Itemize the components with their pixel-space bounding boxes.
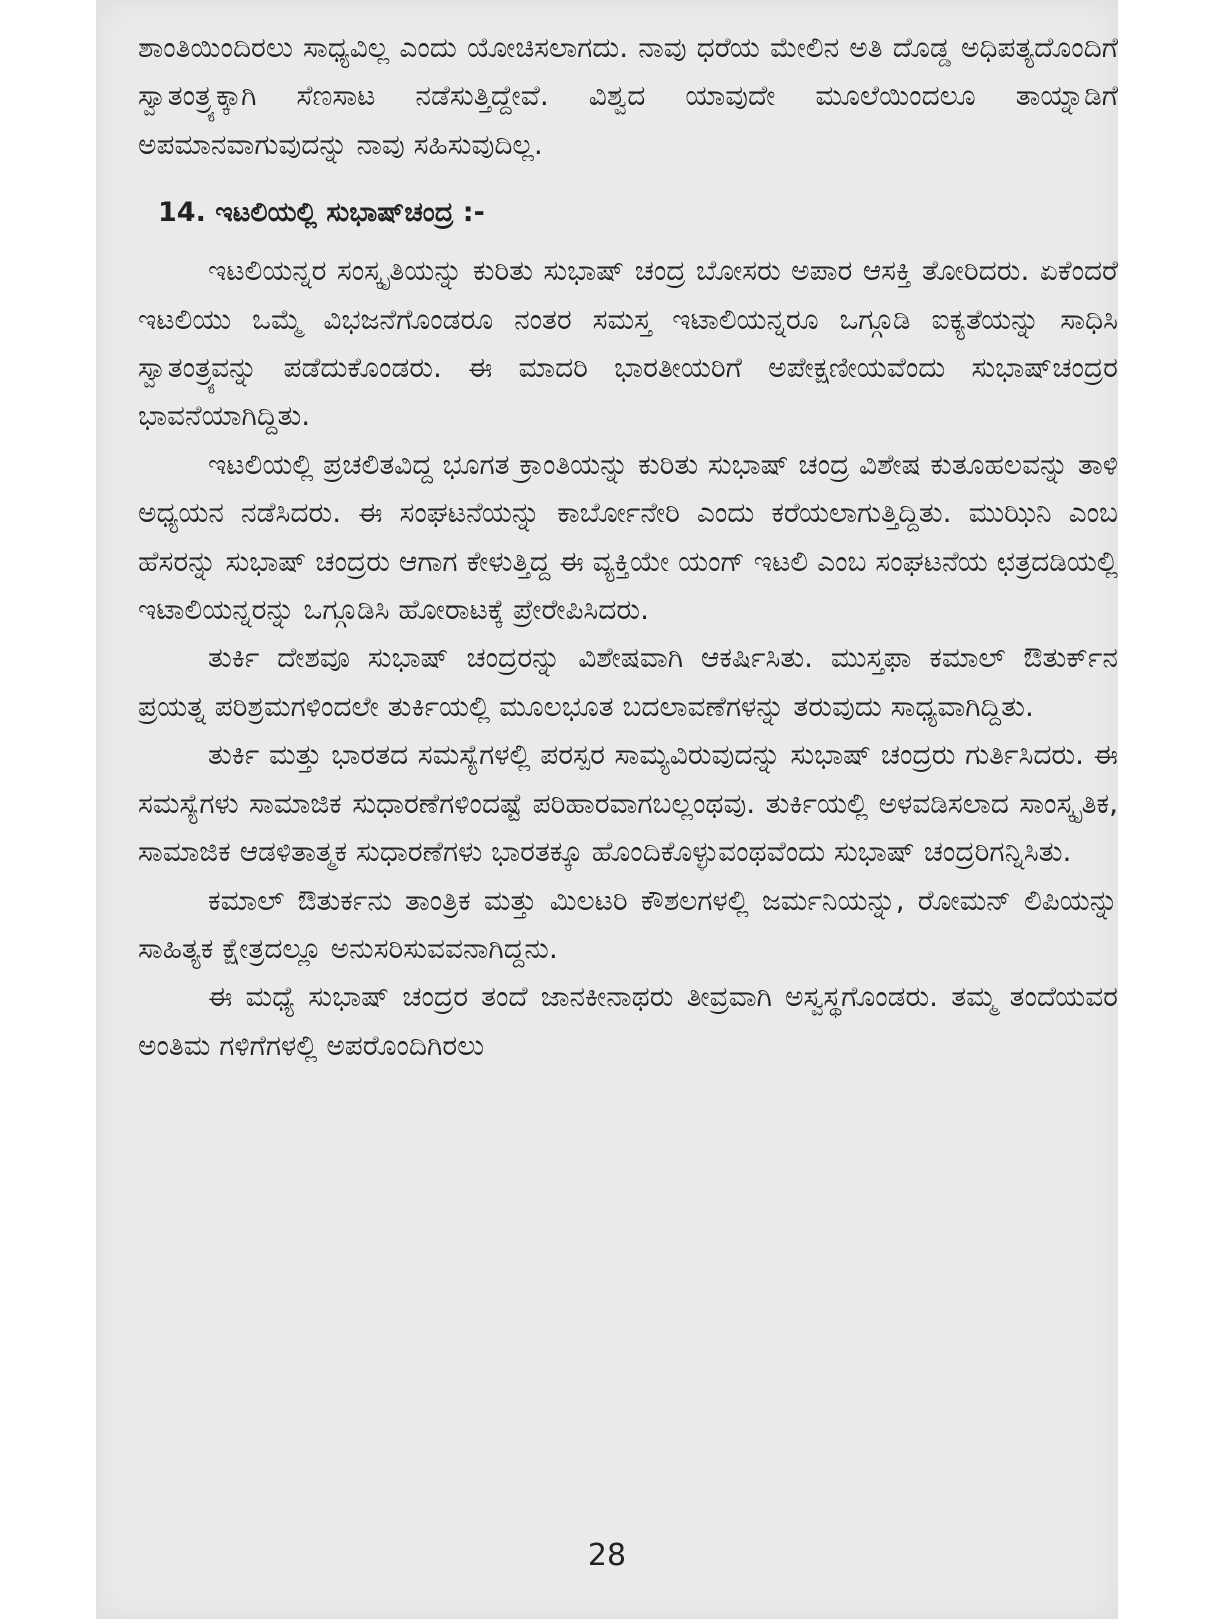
page-body bbox=[138, 24, 1118, 1070]
intro-paragraph: ಶಾಂತಿಯಿಂದಿರಲು ಸಾಧ್ಯವಿಲ್ಲ ಎಂದು ಯೋಚಿಸಲಾಗದು. ನಾವು ಧರೆಯ ಮೇಲಿನ ಅತಿ ದೊಡ್ಡ ಅಧಿಪತ್ಯದೊಂದಿಗೆ ಸ್ವಾತಂತ್ರ್ಯಕ್ಕಾಗಿ ಸೆಣಸಾಟ ನಡೆಸುತ್ತಿದ್ದೇವೆ. ವಿಶ್ವದ ಯಾವುದೇ ಮೂಲೆಯಿಂದಲೂ ತಾಯ್ನಾಡಿಗೆ ಅಪಮಾನವಾಗುವುದನ್ನು ನಾವು ಸಹಿಸುವುದಿಲ್ಲ. bbox=[138, 31, 1118, 161]
paragraph-turkey: ತುರ್ಕಿ ದೇಶವೂ ಸುಭಾಷ್ ಚಂದ್ರರನ್ನು ವಿಶೇಷವಾಗಿ ಆಕರ್ಷಿಸಿತು. ಮುಸ್ತಫಾ ಕಮಾಲ್ ಔತುರ್ಕ್‌ನ ಪ್ರಯತ್ನ ಪರಿಶ್ರಮಗಳಿಂದಲೇ ತುರ್ಕಿಯಲ್ಲಿ ಮೂಲಭೂತ ಬದಲಾವಣೆಗಳನ್ನು ತರುವುದು ಸಾಧ್ಯವಾಗಿದ್ದಿತು. bbox=[138, 641, 1118, 723]
book-page bbox=[96, 0, 1118, 1619]
paragraph-italy-culture: ಇಟಲಿಯನ್ನರ ಸಂಸ್ಕೃತಿಯನ್ನು ಕುರಿತು ಸುಭಾಷ್ ಚಂದ್ರ ಬೋಸರು ಅಪಾರ ಆಸಕ್ತಿ ತೋರಿದರು. ಏಕೆಂದರೆ ಇಟಲಿಯು ಒಮ್ಮೆ ವಿಭಜನೆಗೊಂಡರೂ ನಂತರ ಸಮಸ್ತ ಇಟಾಲಿಯನ್ನರೂ ಒಗ್ಗೂಡಿ ಐಕ್ಯತೆಯನ್ನು ಸಾಧಿಸಿ ಸ್ವಾತಂತ್ರ್ಯವನ್ನು ಪಡೆದುಕೊಂಡರು. ಈ ಮಾದರಿ ಭಾರತೀಯರಿಗೆ ಅಪೇಕ್ಷಣೀಯವೆಂದು ಸುಭಾಷ್‌ಚಂದ್ರರ ಭಾವನೆಯಾಗಿದ್ದಿತು. bbox=[138, 254, 1118, 433]
section-heading: 14. ಇಟಲಿಯಲ್ಲಿ ಸುಭಾಷ್‌ಚಂದ್ರ :- bbox=[158, 197, 485, 229]
paragraph-father: ಈ ಮಧ್ಯೆ ಸುಭಾಷ್ ಚಂದ್ರರ ತಂದೆ ಜಾನಕೀನಾಥರು ತೀವ್ರವಾಗಿ ಅಸ್ವಸ್ಥಗೊಂಡರು. ತಮ್ಮ ತಂದೆಯವರ ಅಂತಿಮ ಗಳಿಗೆಗಳಲ್ಲಿ ಅಪರೊಂದಿಗಿರಲು bbox=[138, 980, 1118, 1062]
paragraph-turkey-india: ತುರ್ಕಿ ಮತ್ತು ಭಾರತದ ಸಮಸ್ಯೆಗಳಲ್ಲಿ ಪರಸ್ಪರ ಸಾಮ್ಯವಿರುವುದನ್ನು ಸುಭಾಷ್ ಚಂದ್ರರು ಗುರ್ತಿಸಿದರು. ಈ ಸಮಸ್ಯೆಗಳು ಸಾಮಾಜಿಕ ಸುಧಾರಣೆಗಳಿಂದಷ್ಟೆ ಪರಿಹಾರವಾಗಬಲ್ಲಂಥವು. ತುರ್ಕಿಯಲ್ಲಿ ಅಳವಡಿಸಲಾದ ಸಾಂಸ್ಕೃತಿಕ, ಸಾಮಾಜಿಕ ಆಡಳಿತಾತ್ಮಕ ಸುಧಾರಣೆಗಳು ಭಾರತಕ್ಕೂ ಹೊಂದಿಕೊಳ್ಳುವಂಥವೆಂದು ಸುಭಾಷ್ ಚಂದ್ರರಿಗನ್ನಿಸಿತು. bbox=[138, 738, 1118, 869]
paragraph-carbonari: ಇಟಲಿಯಲ್ಲಿ ಪ್ರಚಲಿತವಿದ್ದ ಭೂಗತ ಕ್ರಾಂತಿಯನ್ನು ಕುರಿತು ಸುಭಾಷ್ ಚಂದ್ರ ವಿಶೇಷ ಕುತೂಹಲವನ್ನು ತಾಳಿ ಅಧ್ಯಯನ ನಡೆಸಿದರು. ಈ ಸಂಘಟನೆಯನ್ನು ಕಾರ್ಬೋನೇರಿ ಎಂದು ಕರೆಯಲಾಗುತ್ತಿದ್ದಿತು. ಮುಝಿನಿ ಎಂಬ ಹೆಸರನ್ನು ಸುಭಾಷ್ ಚಂದ್ರರು ಆಗಾಗ ಕೇಳುತ್ತಿದ್ದ ಈ ವ್ಯಕ್ತಿಯೇ ಯಂಗ್ ಇಟಲಿ ಎಂಬ ಸಂಘಟನೆಯ ಛತ್ರದಡಿಯಲ್ಲಿ ಇಟಾಲಿಯನ್ನರನ್ನು ಒಗ್ಗೂಡಿಸಿ ಹೋರಾಟಕ್ಕೆ ಪ್ರೇರೇಪಿಸಿದರು. bbox=[138, 447, 1118, 627]
page-number: 28 bbox=[587, 1538, 627, 1573]
paragraph-kemal: ಕಮಾಲ್ ಔತುರ್ಕನು ತಾಂತ್ರಿಕ ಮತ್ತು ಮಿಲಟರಿ ಕೌಶಲಗಳಲ್ಲಿ ಜರ್ಮನಿಯನ್ನು, ರೋಮನ್ ಲಿಪಿಯನ್ನು ಸಾಹಿತ್ಯಕ ಕ್ಷೇತ್ರದಲ್ಲೂ ಅನುಸರಿಸುವವನಾಗಿದ್ದನು. bbox=[138, 883, 1118, 965]
